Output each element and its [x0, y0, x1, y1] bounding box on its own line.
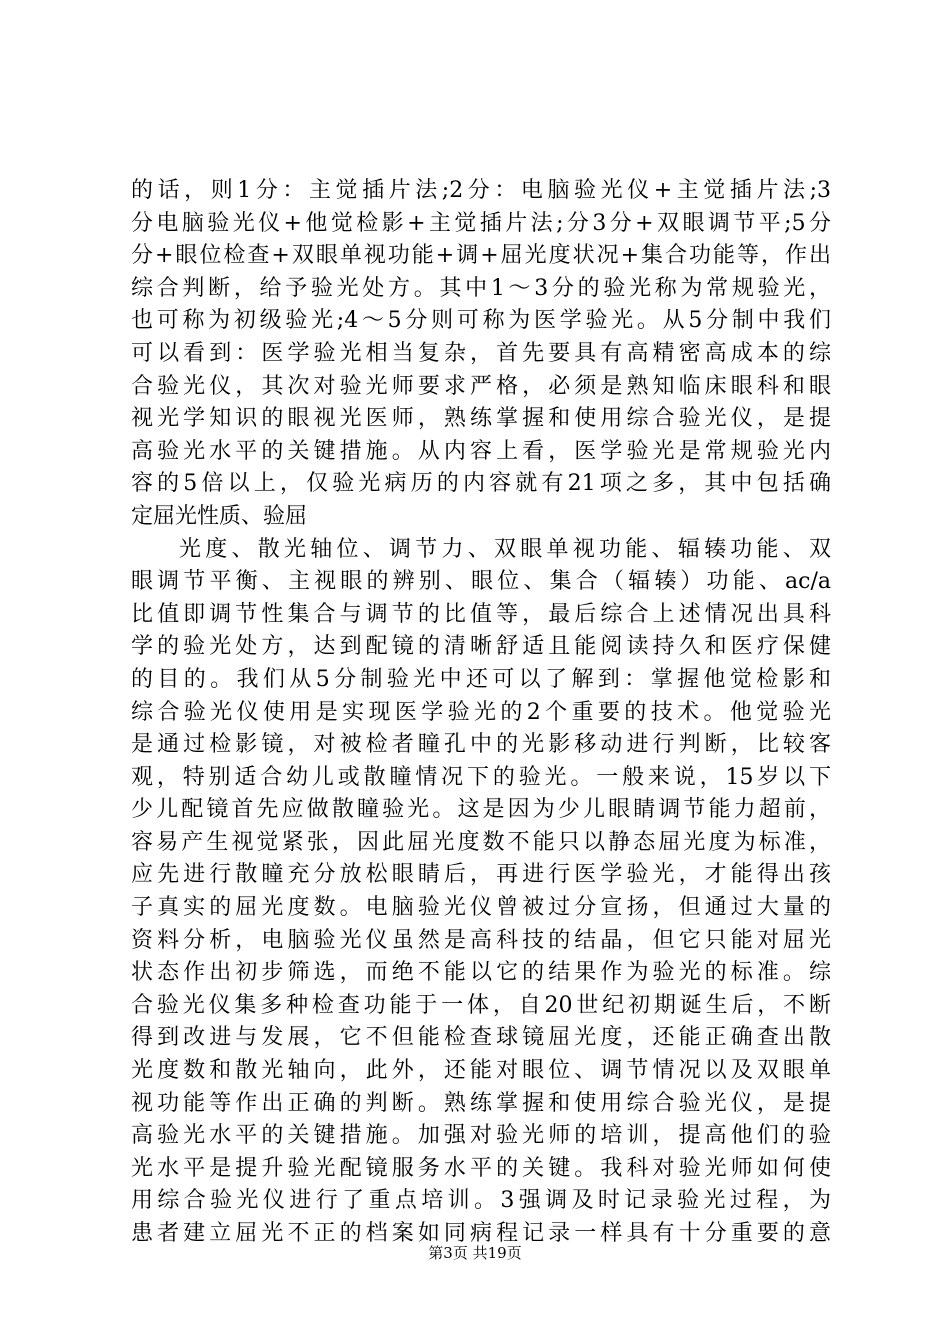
text-line: 综合判断，给予验光处方。其中1～3分的验光称为常规验光， [131, 275, 831, 301]
text-line: 应先进行散瞳充分放松眼睛后，再进行医学验光，才能得出孩 [131, 862, 831, 888]
text-line: 的话，则1分：主觉插片法;2分：电脑验光仪+主觉插片法;3 [131, 178, 831, 203]
text-line: 定屈光性质、验屈 [131, 503, 308, 529]
text-line: 的目的。我们从5分制验光中还可以了解到：掌握他觉检影和 [131, 666, 831, 692]
text-line: 综合验光仪使用是实现医学验光的2个重要的技术。他觉验光 [131, 699, 831, 725]
text-line: 也可称为初级验光;4～5分则可称为医学验光。从5分制中我们 [131, 308, 831, 334]
text-line: 视功能等作出正确的判断。熟练掌握和使用综合验光仪，是提 [131, 1090, 831, 1116]
text-line: 光水平是提升验光配镜服务水平的关键。我科对验光师如何使 [131, 1155, 831, 1181]
text-line: 观，特别适合幼儿或散瞳情况下的验光。一般来说，15岁以下 [131, 764, 831, 790]
page-number-footer: 第3页 共19页 [428, 1244, 522, 1262]
text-line: 分电脑验光仪+他觉检影+主觉插片法;分3分+双眼调节平;5分 [131, 210, 831, 236]
text-line: 光度数和散光轴向，此外，还能对眼位、调节情况以及双眼单 [131, 1058, 831, 1084]
paragraph-2 [131, 534, 831, 1251]
paragraph-1 [131, 175, 831, 534]
text-line: 可以看到：医学验光相当复杂，首先要具有高精密高成本的综 [131, 340, 831, 366]
text-line: 患者建立屈光不正的档案如同病程记录一样具有十分重要的意 [131, 1221, 831, 1246]
text-line: 光度、散光轴位、调节力、双眼单视功能、辐辏功能、双 [179, 536, 831, 562]
text-line: 合验光仪集多种检查功能于一体，自20世纪初期诞生后，不断 [131, 992, 831, 1018]
text-line: 合验光仪，其次对验光师要求严格，必须是熟知临床眼科和眼 [131, 373, 831, 399]
text-line: 学的验光处方，达到配镜的清晰舒适且能阅读持久和医疗保健 [131, 634, 831, 660]
text-line: 容易产生视觉紧张，因此屈光度数不能只以静态屈光度为标准， [131, 829, 831, 855]
text-line: 少儿配镜首先应做散瞳验光。这是因为少儿眼睛调节能力超前， [131, 797, 831, 823]
text-line: 得到改进与发展，它不但能检查球镜屈光度，还能正确查出散 [131, 1025, 831, 1051]
text-line: 状态作出初步筛选，而绝不能以它的结果作为验光的标准。综 [131, 960, 831, 986]
text-line: 资料分析，电脑验光仪虽然是高科技的结晶，但它只能对屈光 [131, 927, 831, 953]
text-line: 视光学知识的眼视光医师，熟练掌握和使用综合验光仪，是提 [131, 406, 831, 432]
text-line: 用综合验光仪进行了重点培训。3强调及时记录验光过程，为 [131, 1188, 831, 1214]
text-line: 分+眼位检查+双眼单视功能+调+屈光度状况+集合功能等，作出 [131, 243, 831, 269]
text-line: 眼调节平衡、主视眼的辨别、眼位、集合（辐辏）功能、ac/a [131, 569, 831, 595]
text-line: 比值即调节性集合与调节的比值等，最后综合上述情况出具科 [131, 601, 831, 627]
text-line: 是通过检影镜，对被检者瞳孔中的光影移动进行判断，比较客 [131, 732, 831, 758]
text-line: 子真实的屈光度数。电脑验光仪曾被过分宣扬，但通过大量的 [131, 895, 831, 921]
text-line: 高验光水平的关键措施。加强对验光师的培训，提高他们的验 [131, 1123, 831, 1149]
text-line: 容的5倍以上，仅验光病历的内容就有21项之多，其中包括确 [131, 471, 831, 497]
text-line: 高验光水平的关键措施。从内容上看，医学验光是常规验光内 [131, 438, 831, 464]
document-body [131, 175, 831, 1251]
